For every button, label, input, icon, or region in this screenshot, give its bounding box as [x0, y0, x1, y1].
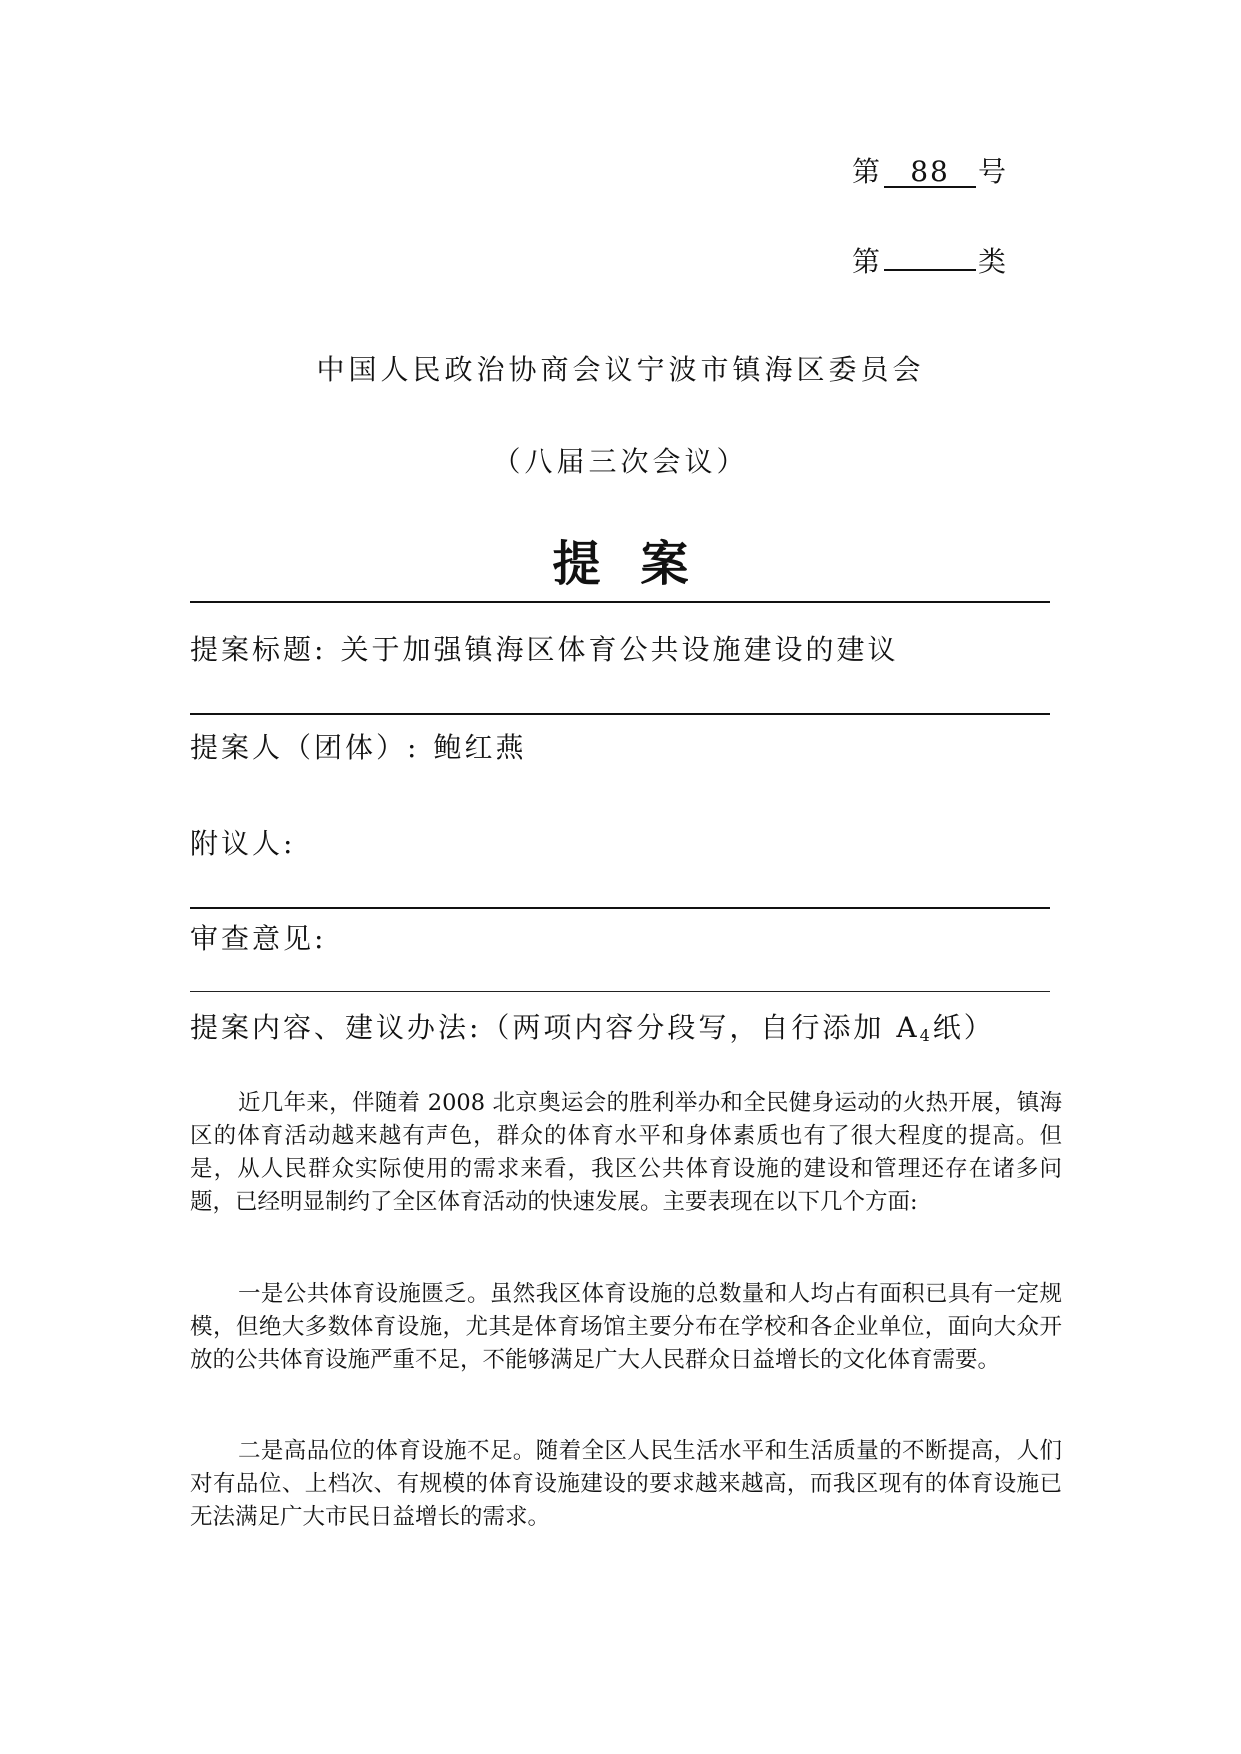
title-divider	[190, 601, 1050, 603]
content-label-tail: 纸）	[932, 1011, 995, 1044]
review-label: 审查意见:	[190, 922, 327, 955]
review-divider	[190, 991, 1050, 992]
category-suffix: 类	[978, 245, 1009, 278]
cosigner-divider	[190, 907, 1050, 909]
organization-name: 中国人民政治协商会议宁波市镇海区委员会	[316, 353, 925, 386]
review-field	[190, 917, 326, 957]
proposal-number-line	[852, 150, 1008, 190]
cosigner-field	[190, 822, 295, 862]
proposal-category-value	[884, 241, 976, 271]
session-name: （八届三次会议）	[492, 445, 749, 478]
number-prefix: 第	[852, 155, 883, 188]
proposer-field	[190, 726, 526, 766]
content-label: 提案内容、建议办法:（两项内容分段写，自行添加 A	[190, 1011, 920, 1044]
proposal-title-value: 关于加强镇海区体育公共设施建设的建议	[340, 633, 899, 666]
intro-paragraph: 近几年来，伴随着 2008 北京奥运会的胜利举办和全民健身运动的火热开展，镇海区的体育活动越来越有声色，群众的体育水平和身体素质也有了很大程度的提高。但是，从人民群众实际使用的需求来看，我区公共体育设施的建设和管理还存在诸多问题，已经明显制约了全区体育活动的快速发展。主要表现在以下几个方面:	[190, 1090, 1062, 1215]
cosigner-label: 附议人:	[190, 827, 296, 860]
issue-one-paragraph: 一是公共体育设施匮乏。虽然我区体育设施的总数量和人均占有面积已具有一定规模，但绝大多数体育设施，尤其是体育场馆主要分布在学校和各企业单位，面向大众开放的公共体育设施严重不足，不能够满足广大人民群众日益增长的文化体育需要。	[190, 1281, 1062, 1373]
document-title: 提案	[552, 536, 729, 592]
proposal-number-value: 88	[884, 158, 976, 188]
number-suffix: 号	[978, 155, 1009, 188]
content-header	[190, 1006, 995, 1046]
proposer-value: 鲍红燕	[433, 731, 527, 764]
proposal-title-divider	[190, 713, 1050, 715]
category-prefix: 第	[852, 245, 883, 278]
proposal-category-line	[852, 240, 1008, 280]
proposer-label: 提案人（团体）:	[190, 731, 420, 764]
issue-two-paragraph: 二是高品位的体育设施不足。随着全区人民生活水平和生活质量的不断提高，人们对有品位、上档次、有规模的体育设施建设的要求越来越高，而我区现有的体育设施已无法满足广大市民日益增长的需求。	[190, 1438, 1062, 1530]
proposal-title-field	[190, 628, 898, 668]
proposal-title-label: 提案标题:	[190, 633, 327, 666]
content-label-subscript: 4	[919, 1026, 933, 1045]
